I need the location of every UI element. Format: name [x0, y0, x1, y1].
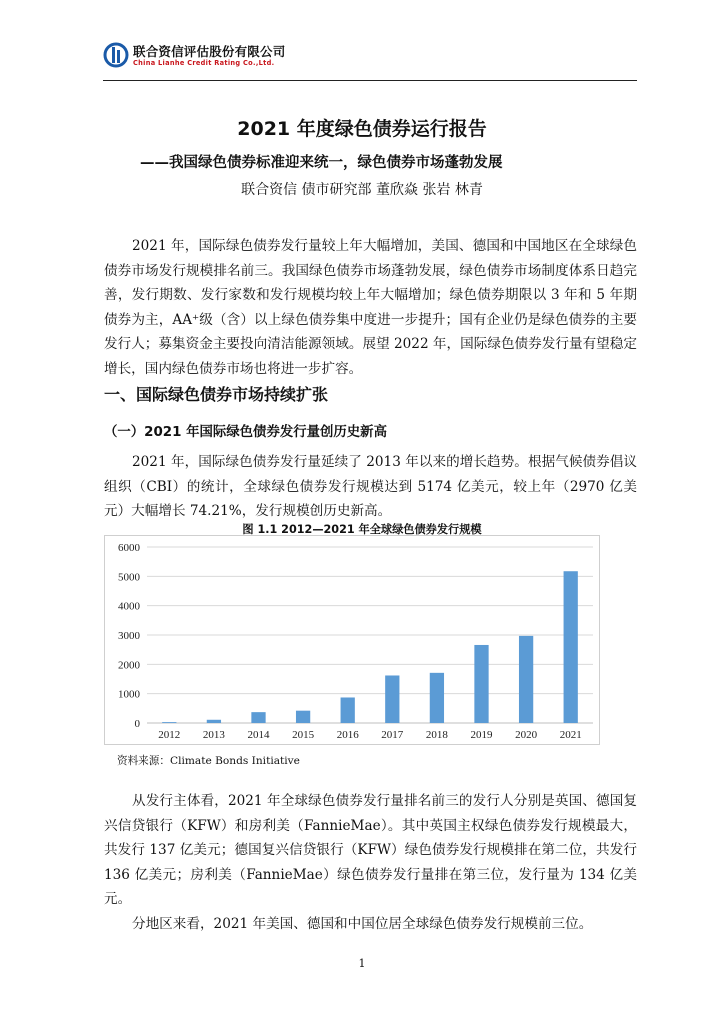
x-tick-label: 2016 [336, 729, 359, 741]
x-tick-label: 2020 [515, 729, 538, 741]
x-tick-label: 2013 [202, 729, 225, 741]
y-tick-label: 4000 [118, 600, 140, 613]
company-name-cn: 联合资信评估股份有限公司 [133, 44, 286, 59]
bar-chart-svg [105, 536, 599, 744]
page-number: 1 [358, 957, 366, 970]
bar-2015 [296, 711, 310, 723]
paragraph-2: 2021 年，国际绿色债券发行量延续了 2013 年以来的增长趋势。根据气候债券倡议组织（CBI）的统计，全球绿色债券发行规模达到 5174 亿美元，较上年（2970 亿美元）大幅增长 74.21%，发行规模创历史新高。 [104, 454, 637, 520]
y-tick-label: 3000 [118, 630, 140, 642]
bar-2012 [162, 722, 176, 723]
bar-2019 [474, 645, 488, 723]
paragraph-3: 从发行主体看，2021 年全球绿色债券发行量排名前三的发行人分别是英国、德国复兴信贷银行（KFW）和房利美（FannieMae）。其中英国主权绿色债券发行规模最大，共发行 137 亿美元；德国复兴信贷银行（KFW）绿色债券发行规模排在第二位，共发行 136 亿美元；房利美（FannieMae）绿色债券发行量排在第三位，发行量为 134 亿美元。 [104, 793, 637, 908]
y-tick-label: 0 [134, 718, 140, 730]
bar-chart [104, 535, 600, 745]
report-authors: 联合资信 债市研究部 董欣焱 张岩 林青 [241, 182, 483, 198]
page-header [103, 42, 637, 81]
x-tick-label: 2021 [559, 729, 582, 741]
x-tick-label: 2012 [158, 729, 181, 741]
report-title: 2021 年度绿色债券运行报告 [237, 118, 487, 140]
y-tick-label: 2000 [118, 659, 140, 672]
bar-2020 [519, 636, 533, 723]
x-tick-label: 2019 [470, 729, 493, 741]
bar-2013 [207, 720, 221, 723]
bar-2021 [564, 571, 578, 723]
company-logo-icon [103, 42, 129, 68]
bar-2016 [341, 697, 355, 723]
y-tick-label: 1000 [118, 688, 140, 701]
report-subtitle: ——我国绿色债券标准迎来统一，绿色债券市场蓬勃发展 [140, 155, 503, 171]
bar-2017 [385, 675, 399, 723]
source-note: 资料来源：Climate Bonds Initiative [117, 755, 300, 767]
y-tick-label: 6000 [118, 542, 140, 554]
figure-title: 图 1.1 2012—2021 年全球绿色债券发行规模 [242, 523, 482, 536]
bar-2018 [430, 673, 444, 723]
company-name-en: China Lianhe Credit Rating Co.,Ltd. [133, 59, 275, 67]
section-heading-1: 一、国际绿色债券市场持续扩张 [104, 385, 329, 404]
paragraph-4: 分地区来看，2021 年美国、德国和中国位居全球绿色债券发行规模前三位。 [132, 916, 593, 932]
x-tick-label: 2015 [292, 729, 315, 741]
x-tick-label: 2017 [381, 729, 404, 741]
section-heading-1-1: （一）2021 年国际绿色债券发行量创历史新高 [104, 425, 387, 440]
intro-paragraph: 2021 年，国际绿色债券发行量较上年大幅增加，美国、德国和中国地区在全球绿色债券市场发行规模排名前三。我国绿色债券市场蓬勃发展，绿色债券市场制度体系日趋完善，发行期数、发行家数和发行规模均较上年大幅增加；绿色债券期限以 3 年和 5 年期债券为主，AA⁺级（含）以上绿色债券集中度进一步提升；国有企业仍是绿色债券的主要发行人；募集资金主要投向清洁能源领域。展望 2022 年，国际绿色债券发行量有望稳定增长，国内绿色债券市场也将进一步扩容。 [104, 238, 637, 377]
y-tick-label: 5000 [118, 571, 140, 584]
x-tick-label: 2014 [247, 729, 270, 741]
bar-2014 [251, 712, 265, 723]
x-tick-label: 2018 [425, 729, 448, 741]
